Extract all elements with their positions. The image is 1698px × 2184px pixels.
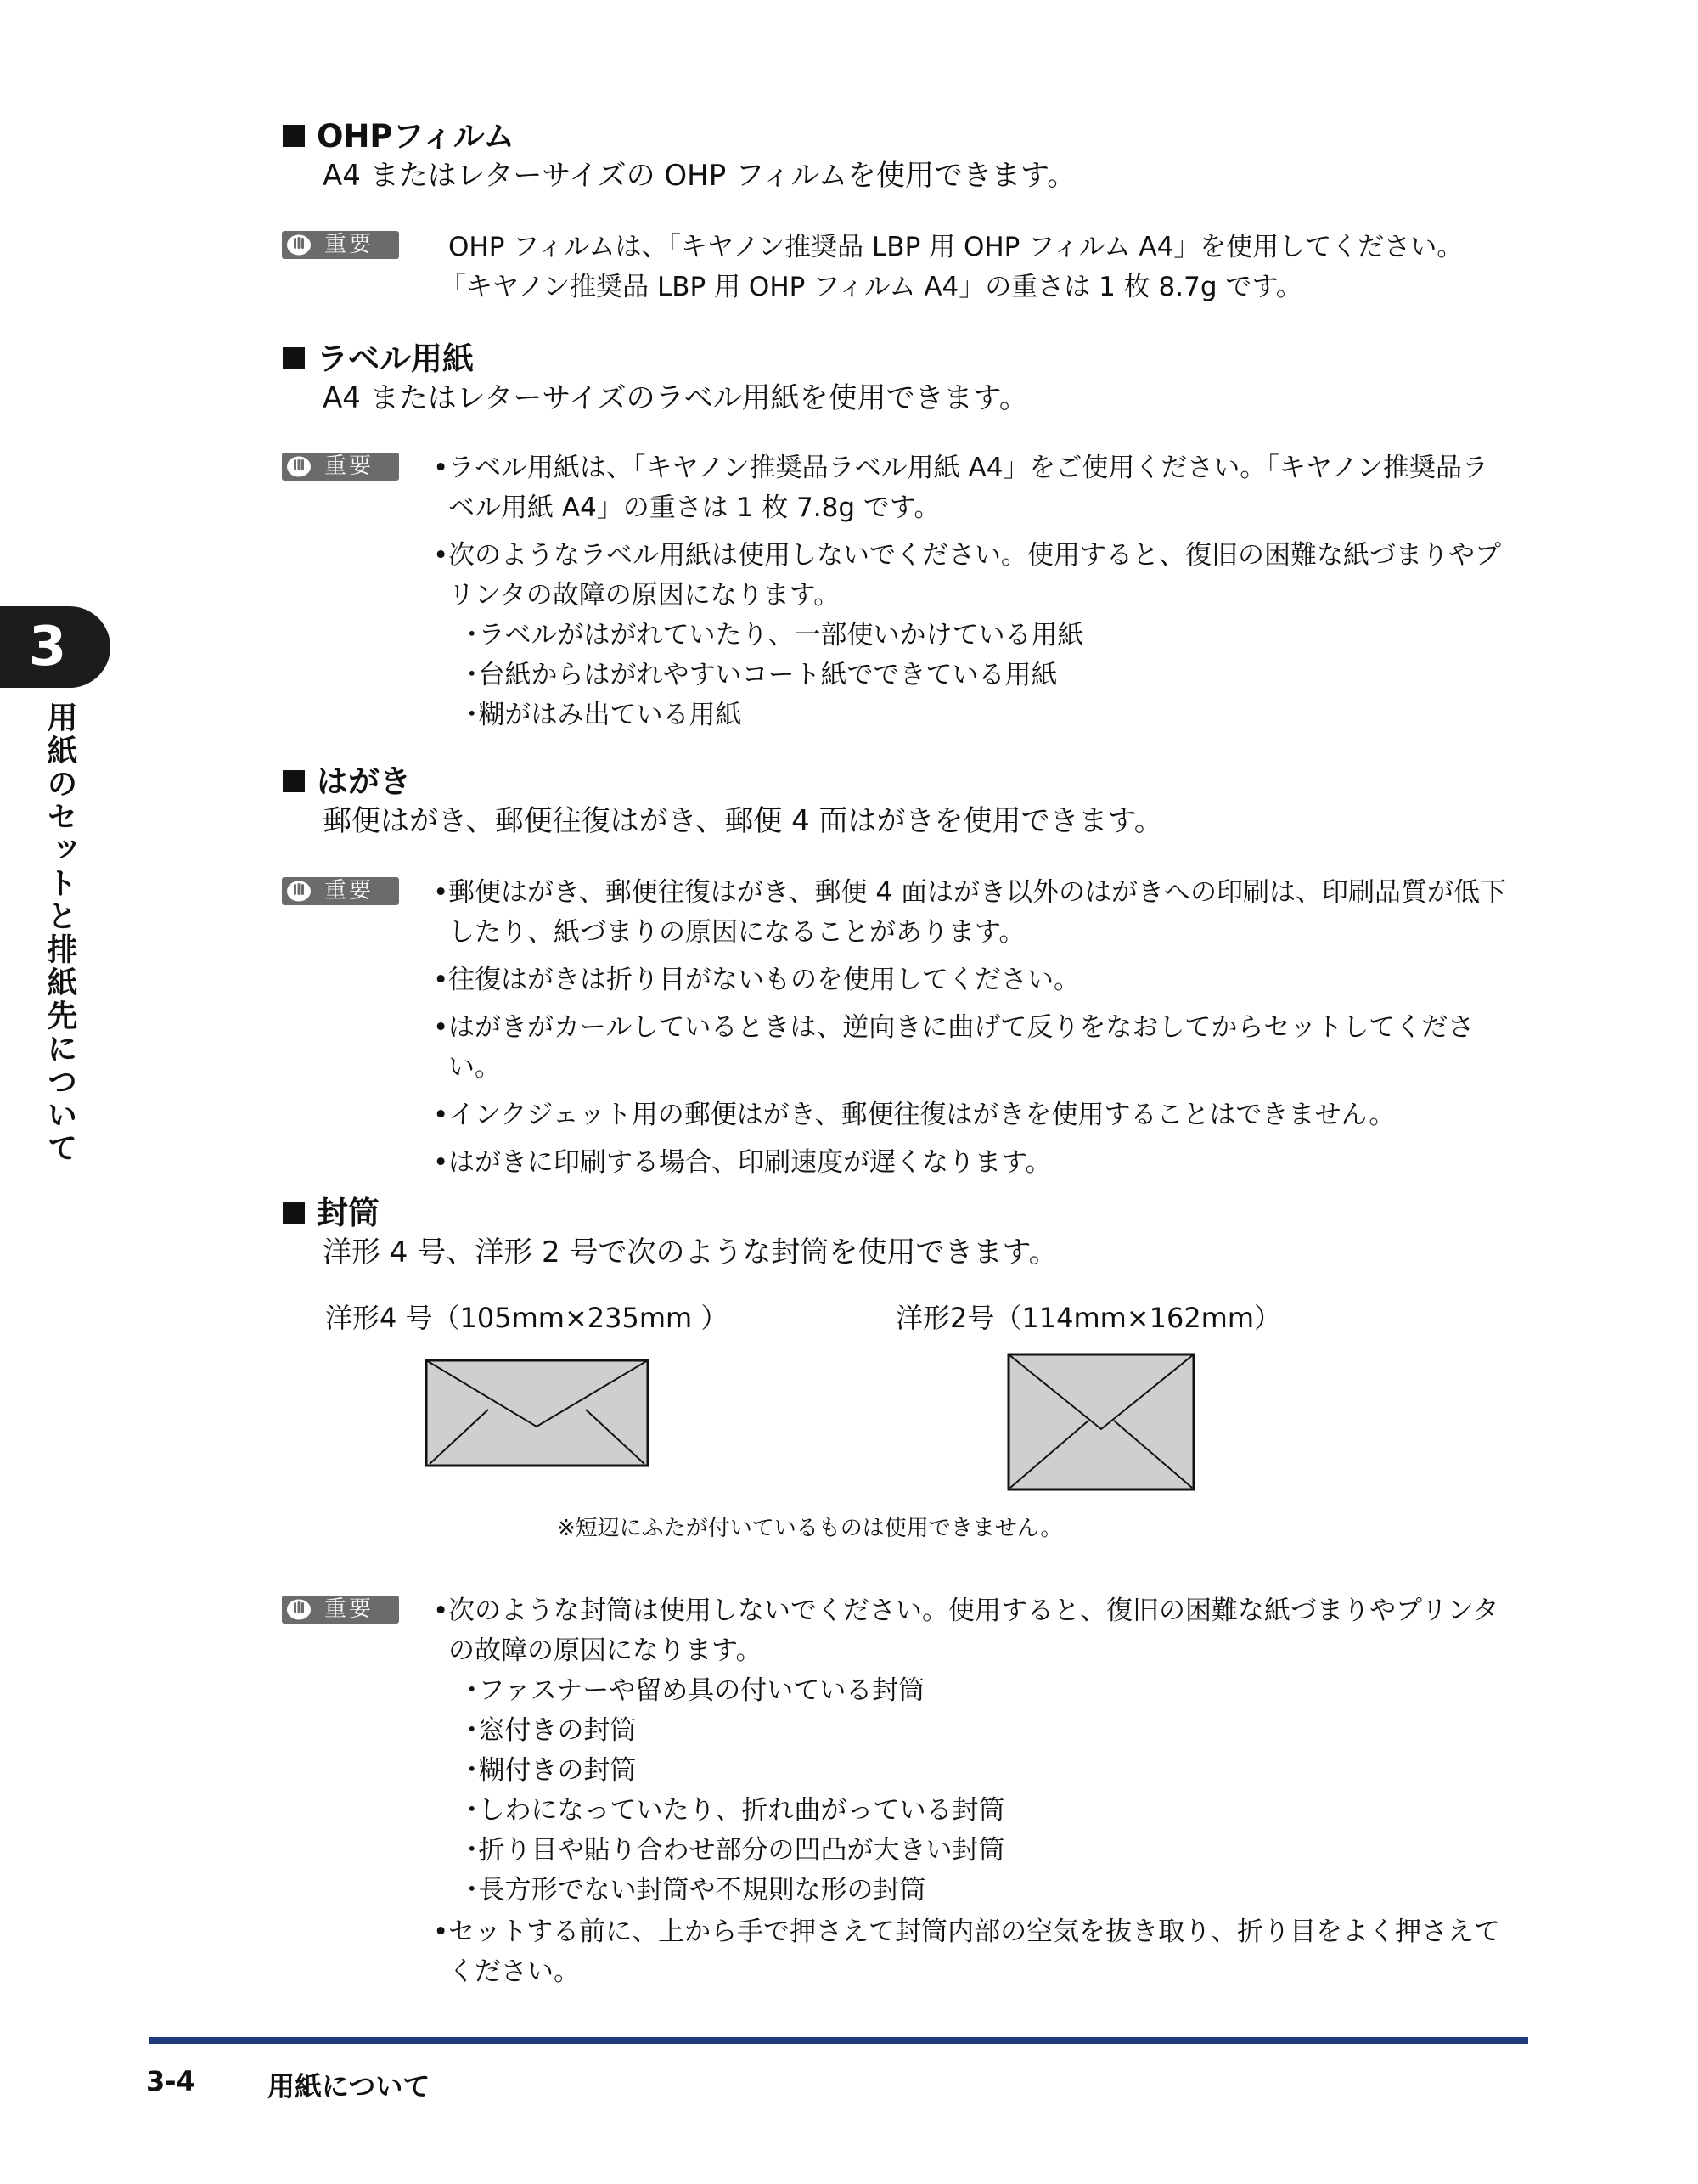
envelope-note [433,1591,1501,1992]
figure-note: ※短辺にふたが付いているものは使用できません。 [557,1516,1063,1541]
note-line: OHP フィルムは、「キヤノン推奨品 LBP 用 OHP フィルム A4」を使用してください。 [448,232,1464,262]
section-heading-postcard: はがき [283,766,411,797]
label-note [433,448,1501,735]
postcard-note [433,873,1506,1183]
bullet-item: • セットする前に、上から手で押さえて封筒内部の空気を抜き取り、折り目をよく押さえて ください。 [433,1917,1501,1987]
section-desc-label: A4 またはレターサイズのラベル用紙を使用できます。 [323,381,1028,415]
square-bullet-icon [283,1202,305,1224]
square-bullet-icon [283,347,305,369]
bullet-item: • 郵便はがき、郵便往復はがき、郵便 4 面はがき以外のはがきへの印刷は、印刷品質が低下 したり、紙づまりの原因になることがあります。 [433,877,1506,948]
important-badge [282,453,399,481]
chapter-number-tab: 3 [0,606,110,688]
bullet-item: • はがきに印刷する場合、印刷速度が遅くなります。 [433,1147,1052,1178]
badge-label: 重要 [324,453,374,479]
section-heading-envelope: 封筒 [283,1197,380,1229]
bullet-item: • 次のようなラベル用紙は使用しないでください。使用すると、復旧の困難な紙づまりやプ リンタの故障の原因になります。 ･ラベルがはがれていたり、一部使いかけている用紙 ･台紙からはがれやすいコート紙でできている用紙 ･糊がはみ出ている用紙 [448,536,1501,735]
note-line: 「キヤノン推奨品 LBP 用 OHP フィルム A4」の重さは 1 枚 8.7g です。 [440,272,1302,302]
sub-item: ･糊付きの封筒 [465,1755,637,1786]
figure-caption-yo2: 洋形2号（114mm×162mm） [896,1302,1282,1334]
bullet-item: • はがきがカールしているときは、逆向きに曲げて反りをなおしてからセットしてくださ い。 [433,1012,1475,1083]
section-desc-ohp: A4 またはレターサイズの OHP フィルムを使用できます。 [323,159,1077,193]
section-heading-label: ラベル用紙 [283,343,474,374]
figure-caption-yo4: 洋形4 号（105mm×235mm ） [325,1302,728,1334]
sub-item: ･しわになっていたり、折れ曲がっている封筒 [465,1795,1005,1826]
hand-stop-icon [285,234,312,256]
square-bullet-icon [283,770,305,792]
bullet-item: • ラベル用紙は、「キヤノン推奨品ラベル用紙 A4」をご使用ください。「キヤノン推奨品ラ ベル用紙 A4」の重さは 1 枚 7.8g です。 [433,453,1489,523]
section-desc-envelope: 洋形 4 号、洋形 2 号で次のような封筒を使用できます。 [323,1236,1058,1269]
badge-label: 重要 [324,1596,374,1622]
sub-item: ･折り目や貼り合わせ部分の凹凸が大きい封筒 [465,1835,1005,1866]
bullet-item: • 往復はがきは折り目がないものを使用してください。 [433,965,1080,995]
badge-label: 重要 [324,878,374,903]
hand-stop-icon [285,455,312,478]
sub-item: ･窓付きの封筒 [465,1715,637,1746]
bullet-item: • インクジェット用の郵便はがき、郵便往復はがきを使用することはできません。 [433,1100,1396,1130]
important-badge [282,1596,399,1624]
sub-item: ･ラベルがはがれていたり、一部使いかけている用紙 [465,620,1084,650]
footer-rule [149,2037,1528,2044]
badge-label: 重要 [324,232,374,257]
section-desc-postcard: 郵便はがき、郵便往復はがき、郵便 4 面はがきを使用できます。 [323,804,1163,838]
bullet-item: • 次のような封筒は使用しないでください。使用すると、復旧の困難な紙づまりやプリンタ の故障の原因になります。 ･ファスナーや留め具の付いている封筒 ･窓付きの封筒 ･糊付きの封筒 ･しわになっていたり、折れ曲がっている封筒 ･折り目や貼り合わせ部分の凹凸が大きい封筒 ･長方形でない封筒や不規則な形の封筒 [448,1591,1500,1911]
sub-item: ･ファスナーや留め具の付いている封筒 [465,1675,925,1706]
important-badge [282,877,399,905]
sub-item: ･長方形でない封筒や不規則な形の封筒 [465,1875,926,1905]
important-badge [282,231,399,259]
footer-title: 用紙について [267,2070,430,2102]
envelope-yo4-figure [424,1359,649,1467]
hand-stop-icon [285,880,312,903]
hand-stop-icon [285,1598,312,1621]
page-number: 3-4 [146,2065,195,2097]
sub-item: ･糊がはみ出ている用紙 [465,700,742,730]
sub-item: ･台紙からはがれやすいコート紙でできている用紙 [465,660,1058,690]
section-heading-ohp: OHPフィルム [283,121,514,152]
square-bullet-icon [283,125,305,147]
envelope-yo2-figure [1007,1353,1195,1491]
ohp-note [440,228,1464,307]
chapter-side-title: 用紙のセットと排紙先について [42,701,77,1165]
